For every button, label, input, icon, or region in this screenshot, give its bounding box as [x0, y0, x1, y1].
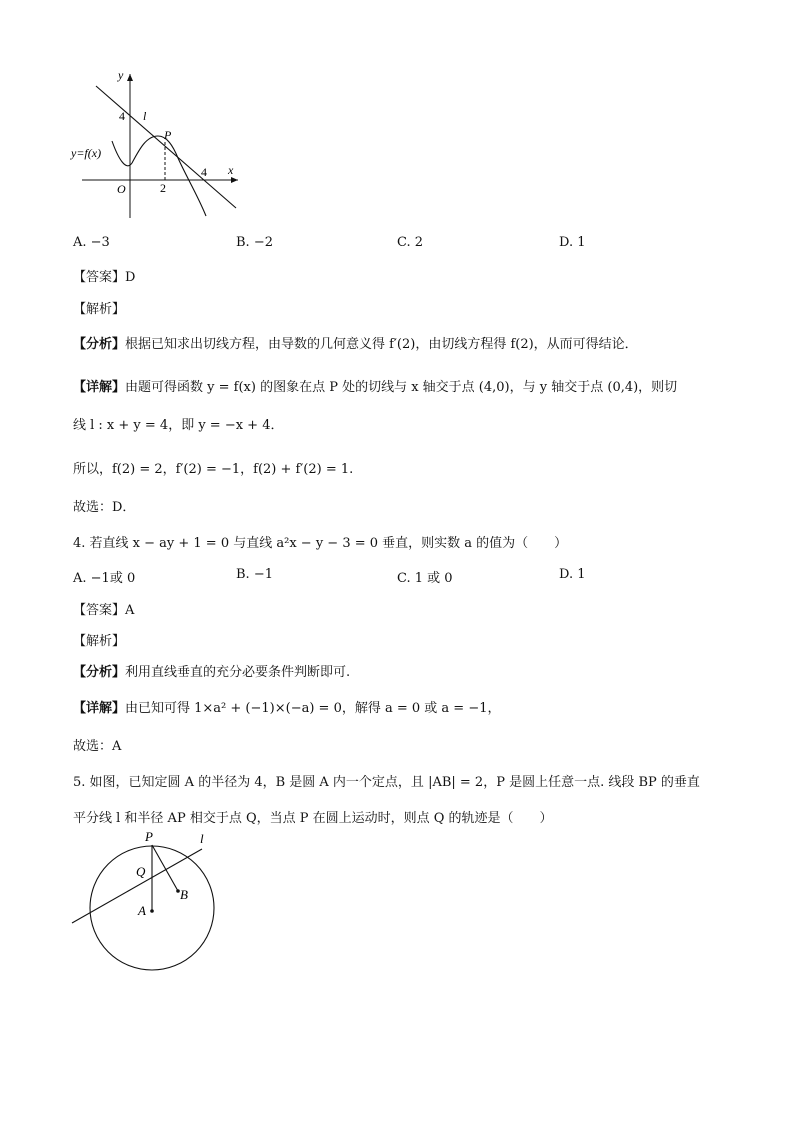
q4-analysis-title: 【解析】 — [73, 634, 126, 649]
q3-fenxi-text: 根据已知求出切线方程，由导数的几何意义得 f′(2)，由切线方程得 f(2)，从而可得结论． — [125, 337, 638, 352]
segment-bp — [152, 845, 178, 891]
q4-options — [73, 567, 733, 585]
y-axis-arrow — [127, 74, 133, 81]
label-b: B — [180, 887, 188, 902]
q5-stem-line1: 5. 如图，已知定圆 A 的半径为 4，B 是圆 A 内一个定点，且 |AB| = 2，P 是圆上任意一点. 线段 BP 的垂直 — [73, 775, 700, 790]
origin-label: O — [117, 182, 126, 196]
q3-fenxi — [73, 333, 638, 352]
q4-option-d: D. 1 — [559, 567, 586, 582]
q3-analysis-title: 【解析】 — [73, 302, 126, 317]
label-a: A — [138, 903, 146, 918]
q3-option-b: B. −2 — [236, 235, 273, 250]
q4-conclusion: 故选：A — [73, 739, 122, 754]
circle-figure — [66, 826, 226, 976]
q3-xiangjie-line2: 线 l : x + y = 4，即 y = −x + 4． — [73, 418, 284, 433]
q3-result: 所以，f(2) = 2，f′(2) = −1，f(2) + f′(2) = 1. — [73, 462, 354, 477]
q3-xiangjie-line1 — [73, 376, 677, 395]
label-q: Q — [136, 864, 146, 879]
q3-option-d: D. 1 — [559, 235, 586, 250]
y-axis-label: y — [118, 68, 124, 82]
label-p: P — [145, 829, 153, 844]
q3-options — [73, 235, 733, 253]
x-axis-arrow — [231, 177, 238, 183]
q4-xiangjie — [73, 697, 501, 716]
bisector-line-l — [72, 849, 202, 923]
q3-fenxi-tag: 【分析】 — [73, 337, 126, 352]
q4-fenxi-text: 利用直线垂直的充分必要条件判断即可. — [125, 665, 351, 680]
q3-option-c: C. 2 — [397, 235, 424, 250]
point-a-dot — [150, 909, 154, 913]
q4-fenxi-tag: 【分析】 — [73, 665, 126, 680]
tick-y-4: 4 — [119, 109, 125, 123]
q4-option-a: A. −1或 0 — [73, 571, 136, 586]
q3-xiangjie-tag: 【详解】 — [73, 380, 126, 395]
q5-stem-line2: 平分线 l 和半径 AP 相交于点 Q，当点 P 在圆上运动时，则点 Q 的轨迹是（ ） — [73, 811, 553, 826]
point-p-label: P — [164, 128, 172, 142]
function-curve — [112, 136, 206, 216]
function-label: y=f(x) — [71, 146, 102, 160]
q4-fenxi — [73, 661, 350, 680]
q4-option-c: C. 1 或 0 — [397, 571, 453, 586]
q3-answer: 【答案】D — [73, 270, 136, 285]
x-axis-label: x — [228, 163, 234, 177]
tick-x-2: 2 — [160, 181, 166, 195]
label-l: l — [200, 831, 204, 846]
q3-option-a: A. −3 — [73, 235, 110, 250]
q3-conclusion: 故选：D． — [73, 500, 136, 515]
function-graph-figure — [68, 66, 248, 226]
q4-xiangjie-tag: 【详解】 — [73, 701, 126, 716]
line-l-label: l — [143, 109, 147, 123]
tick-x-4: 4 — [201, 165, 207, 179]
q4-xiangjie-text: 由已知可得 1×a² + (−1)×(−a) = 0，解得 a = 0 或 a = −1， — [125, 701, 501, 716]
q3-xiangjie-text1: 由题可得函数 y = f(x) 的图象在点 P 处的切线与 x 轴交于点 (4,0)，与 y 轴交于点 (0,4)，则切 — [125, 380, 678, 395]
q4-stem: 4. 若直线 x − ay + 1 = 0 与直线 a²x − y − 3 = 0 垂直，则实数 a 的值为（ ） — [73, 536, 568, 551]
q4-answer: 【答案】A — [73, 603, 135, 618]
q4-option-b: B. −1 — [236, 567, 273, 582]
